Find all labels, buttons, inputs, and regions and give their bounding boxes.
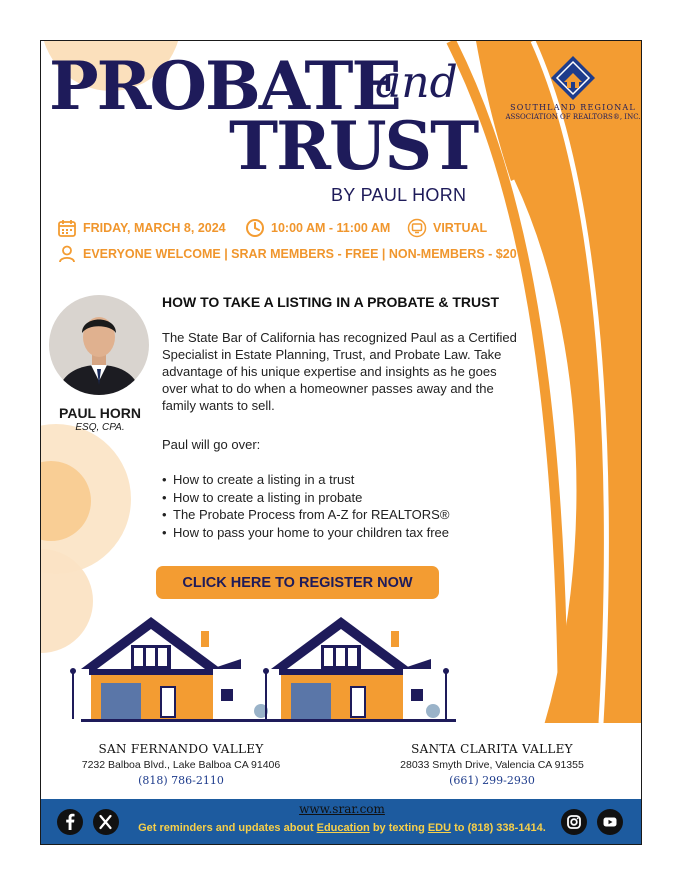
reminder-prefix: Get reminders and updates about	[138, 822, 317, 834]
event-audience	[57, 244, 517, 264]
topic-text: The Probate Process from A-Z for REALTORS®	[173, 507, 450, 522]
website-link[interactable]: www.srar.com	[299, 802, 385, 816]
event-date-text: FRIDAY, MARCH 8, 2024	[83, 221, 226, 235]
reminder-mid: by texting	[369, 822, 428, 834]
title-trust: TRUST	[229, 107, 478, 185]
logo-line-2: ASSOCIATION OF REALTORS®, INC.	[505, 113, 641, 121]
office-santa-clarita	[377, 742, 607, 787]
youtube-icon[interactable]	[597, 809, 623, 835]
srar-logo[interactable]	[503, 55, 642, 121]
description-line: Specialist in Estate Planning, Trust, and Probate Law. Take	[162, 347, 502, 362]
event-audience-text: EVERYONE WELCOME | SRAR MEMBERS - FREE | NON-MEMBERS - $20	[83, 247, 517, 261]
session-intro: Paul will go over:	[162, 437, 261, 452]
office-address: 7232 Balboa Blvd., Lake Balboa CA 91406	[81, 759, 281, 771]
topic-text: How to pass your home to your children tax free	[173, 524, 450, 540]
office-phone[interactable]: (818) 786-2110	[138, 774, 224, 787]
event-flyer	[40, 40, 642, 845]
description-line: The State Bar of California has recognized Paul as a Certified	[162, 330, 517, 345]
title-probate: PROBATE	[49, 47, 400, 125]
person-icon	[57, 244, 77, 264]
speaker-credentials: ESQ, CPA.	[75, 422, 125, 433]
event-time-text: 10:00 AM - 11:00 AM	[271, 221, 391, 235]
houses-illustration	[61, 611, 461, 726]
description-line: advantage of his unique expertise and insights as he goes	[162, 364, 497, 379]
office-name: SANTA CLARITA VALLEY	[411, 742, 573, 756]
register-button[interactable]: CLICK HERE TO REGISTER NOW	[156, 566, 439, 599]
reminder-code: EDU	[427, 822, 452, 834]
speaker-name: PAUL HORN	[59, 405, 141, 421]
instagram-icon[interactable]	[561, 809, 587, 835]
education-link[interactable]: Education	[316, 822, 370, 834]
topic-text: How to create a listing in probate	[173, 489, 363, 505]
office-phone[interactable]: (661) 299-2930	[449, 774, 535, 787]
reminder-suffix: to (818) 338-1414.	[451, 822, 546, 834]
topic-list	[162, 471, 449, 541]
list-item: • How to create a listing in probate	[162, 489, 363, 505]
calendar-icon	[57, 218, 77, 238]
clock-icon	[245, 218, 265, 238]
list-item: • How to create a listing in a trust	[162, 472, 355, 487]
srar-logo-mark-icon	[550, 55, 596, 101]
event-format-text: VIRTUAL	[433, 221, 488, 235]
monitor-icon	[407, 218, 427, 238]
house-right	[263, 617, 456, 722]
description-line: over what to do when a homeowner passes away and the	[162, 381, 494, 396]
x-icon[interactable]	[93, 809, 119, 835]
event-date	[57, 218, 226, 238]
title-and: and	[375, 57, 458, 108]
list-item: • The Probate Process from A-Z for REALTORS®	[162, 507, 450, 522]
event-format	[407, 218, 487, 238]
session-description	[162, 329, 522, 414]
house-left	[70, 617, 271, 722]
speaker-photo	[49, 295, 149, 395]
facebook-icon[interactable]	[57, 809, 83, 835]
description-line: family wants to sell.	[162, 398, 275, 413]
office-san-fernando	[71, 742, 291, 787]
topic-text: How to create a listing in a trust	[173, 472, 355, 487]
office-name: SAN FERNANDO VALLEY	[98, 742, 264, 756]
reminder-text	[41, 822, 642, 834]
logo-line-1: SOUTHLAND REGIONAL	[510, 103, 636, 112]
event-time	[245, 218, 390, 238]
office-address: 28033 Smyth Drive, Valencia CA 91355	[400, 759, 584, 771]
speaker-headshot	[49, 295, 149, 395]
footer-bar	[41, 799, 642, 845]
byline: BY PAUL HORN	[331, 185, 467, 205]
list-item: • How to pass your home to your children tax free	[162, 524, 450, 540]
session-title: HOW TO TAKE A LISTING IN A PROBATE & TRUST	[162, 294, 500, 310]
